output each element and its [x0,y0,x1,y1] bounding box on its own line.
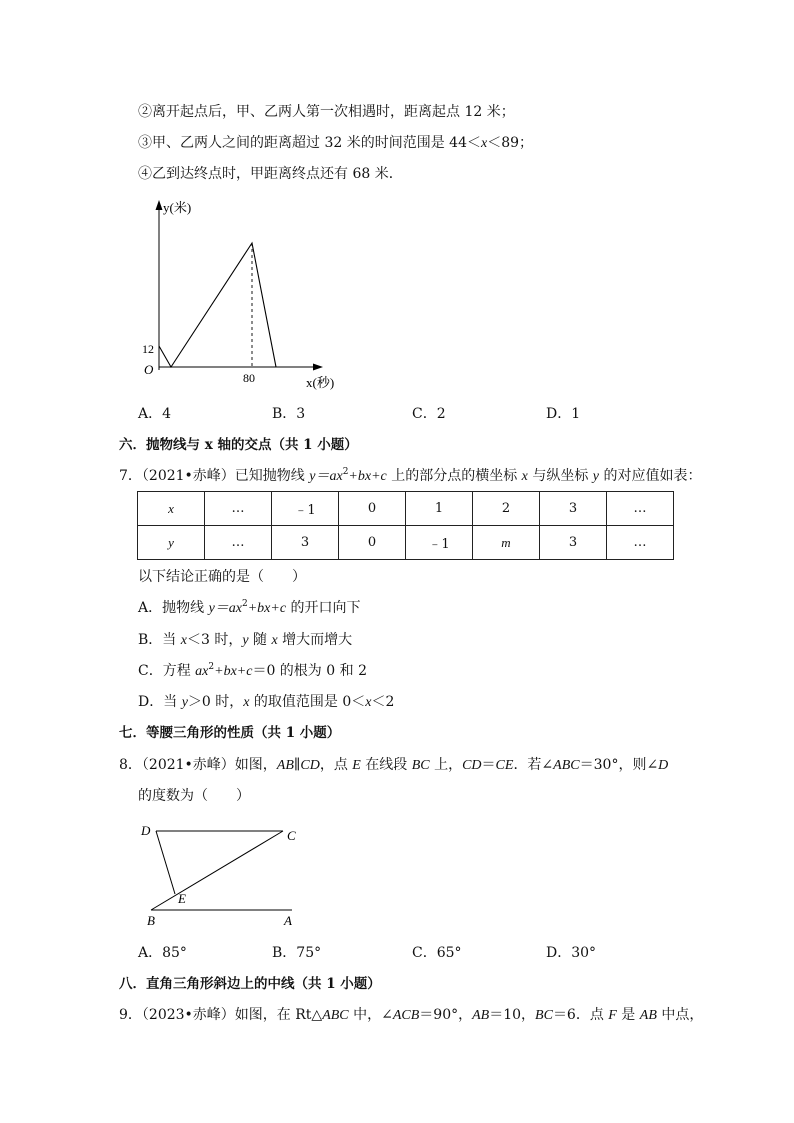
table-cell: … [205,526,272,560]
q6-option-b[interactable]: B．3 [272,406,306,422]
q8-stem: 8．（2021•赤峰）如图，AB∥CD，点 E 在线段 BC 上，CD＝CE．若∠ABC＝30°，则∠D [119,757,669,773]
point-a-label: A [284,913,292,928]
q9-stem: 9．（2023•赤峰）如图，在 Rt△ABC 中，∠ACB＝90°，AB＝10，BC＝6．点 F 是 AB 中点， [119,1007,704,1023]
q8-stem-line2: 的度数为（ ） [138,788,250,804]
table-cell: 2 [473,492,540,526]
segment-cb [151,831,283,910]
table-cell: 3 [540,492,607,526]
q7-option-c[interactable]: C．方程 $ax^2+bx+c=0$ 的根为 0 和 2 [138,662,367,679]
x-axis-label: x(秒) [306,375,335,390]
q8-option-c[interactable]: C．65° [412,945,462,961]
q7-prompt: 以下结论正确的是（ ） [138,569,306,585]
y-tick-label: 12 [142,342,154,356]
q8-option-b[interactable]: B．75° [272,945,322,961]
q7-option-a[interactable]: A．抛物线 $y=ax^2+bx+c$ 的开口向下 [138,599,361,616]
point-d-label: D [141,823,151,838]
section-six-heading: 六．抛物线与 x 轴的交点（共 1 小题） [119,437,358,453]
table-cell: … [607,526,674,560]
q7-option-d[interactable]: D．当 y＞0 时，x 的取值范围是 0＜x＜2 [138,694,395,710]
segment-de [156,831,175,894]
origin-label: O [144,362,154,377]
distance-polyline [159,243,276,367]
table-cell: 3 [540,526,607,560]
q8-geometry-figure [138,818,313,930]
q7-option-b[interactable]: B．当 x＜3 时，y 随 x 增大而增大 [138,632,353,648]
point-e-label: E [178,891,186,906]
table-cell: y [138,526,205,560]
table-cell: 3 [272,526,339,560]
table-cell: 0 [339,492,406,526]
table-row-x [138,492,674,526]
distance-time-graph [130,190,360,395]
table-cell: … [205,492,272,526]
table-cell: 1 [406,492,473,526]
y-axis-arrow [156,200,163,210]
q7-stem: 7．（2021•赤峰）已知抛物线 $y=ax^2+bx+c$ 上的部分点的横坐标 x 与纵坐标 y 的对应值如表： [119,467,702,484]
x-tick-label: 80 [243,371,255,385]
table-cell: x [138,492,205,526]
table-cell: 0 [339,526,406,560]
table-cell: ﹣1 [272,492,339,526]
q6-option-c[interactable]: C．2 [412,406,446,422]
q8-option-a[interactable]: A．85° [138,945,187,961]
section-eight-heading: 八．直角三角形斜边上的中线（共 1 小题） [119,976,381,992]
section-seven-heading: 七．等腰三角形的性质（共 1 小题） [119,725,341,741]
q8-option-d[interactable]: D．30° [546,945,597,961]
q7-value-table [137,491,674,560]
table-cell: … [607,492,674,526]
q6-option-d[interactable]: D．1 [546,406,581,422]
statement-4: ④乙到达终点时，甲距离终点还有 68 米． [138,166,403,182]
y-axis-label: y(米) [163,200,192,215]
x-axis-arrow [313,364,323,371]
table-cell: ﹣1 [406,526,473,560]
point-c-label: C [287,828,296,843]
point-b-label: B [147,913,155,928]
q6-option-a[interactable]: A．4 [138,406,172,422]
statement-2: ②离开起点后，甲、乙两人第一次相遇时，距离起点 12 米； [138,104,515,120]
statement-3: ③甲、乙两人之间的距离超过 32 米的时间范围是 44＜x＜89； [138,135,534,151]
table-cell: m [473,526,540,560]
table-row-y [138,526,674,560]
